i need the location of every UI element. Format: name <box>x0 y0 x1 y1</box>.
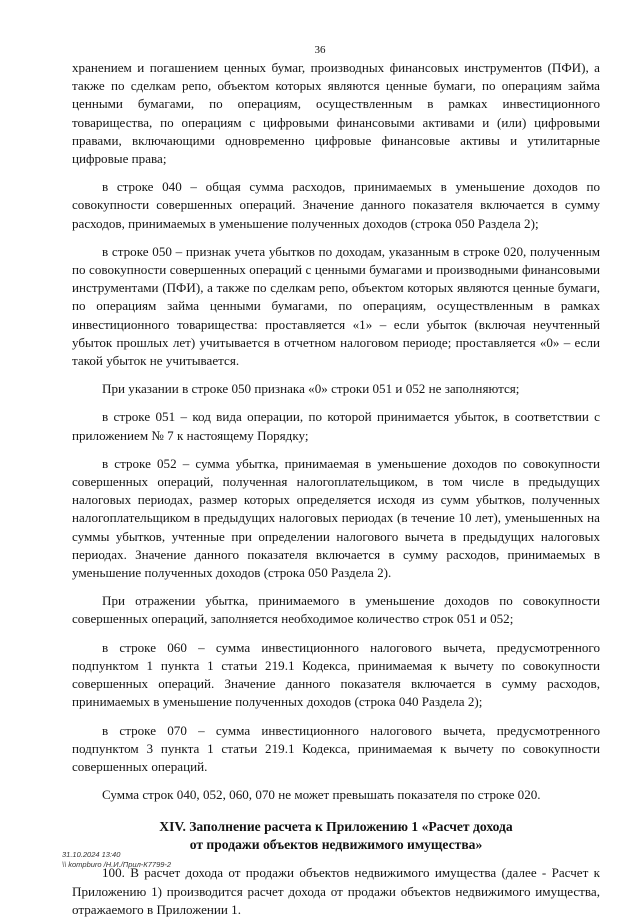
section-title-line-1: XIV. Заполнение расчета к Приложению 1 «Расчет дохода <box>159 819 513 835</box>
section-title <box>72 818 600 854</box>
paragraph-100: 100. В расчет дохода от продажи объектов недвижимого имущества (далее - Расчет к Приложению 1) производится расчет дохода от продажи объектов недвижимого имущества, отражаемого в Приложении 1. <box>72 865 600 917</box>
footer-file-path: \\ kompburo /Н.И./Прил-К7799-2 <box>62 860 172 869</box>
paragraph-line-070: в строке 070 – сумма инвестиционного налогового вычета, предусмотренного подпунктом 3 пункта 1 статьи 219.1 Кодекса, принимаемая к вычету по совокупности совершенных операций. <box>72 722 600 774</box>
page-number: 36 <box>314 44 326 56</box>
paragraph-sum-limit: Сумма строк 040, 052, 060, 070 не может превышать показателя по строке 020. <box>102 787 541 803</box>
footer-timestamp: 31.10.2024 13:40 <box>62 850 121 859</box>
paragraph-line-040: в строке 040 – общая сумма расходов, принимаемых в уменьшение доходов по совокупности совершенных операций. Значение данного показателя включается в сумму расходов, принимаемых в уменьшение полученных доходов (строка 050 Раздела 2); <box>72 179 600 231</box>
document-body <box>72 59 600 919</box>
document-footer <box>62 850 171 870</box>
paragraph-line-052: в строке 052 – сумма убытка, принимаемая в уменьшение доходов по совокупности совершенных операций, полученная налогоплательщиком, в том числе в предыдущих налоговых периодах, размер которых определяется исходя из сумм убытков, полученных налогоплательщиком в предыдущих налоговых периодах (в течение 10 лет), уменьшенных на суммы убытков, учтенные при определении налогового вычета в предыдущих налоговых периодах. Значение данного показателя включается в сумму расходов, принимаемых в уменьшение полученных доходов (строка 050 Раздела 2). <box>72 455 600 581</box>
paragraph-line-060: в строке 060 – сумма инвестиционного налогового вычета, предусмотренного подпунктом 1 пункта 1 статьи 219.1 Кодекса, принимаемая к вычету по совокупности совершенных операций. Значение данного показателя включается в сумму расходов, принимаемых в уменьшение полученных доходов (строка 040 Раздела 2); <box>72 639 600 710</box>
paragraph-line-051: в строке 051 – код вида операции, по которой принимается убыток, в соответствии с приложением № 7 к настоящему Порядку; <box>72 409 600 443</box>
section-title-line-2: от продажи объектов недвижимого имущества» <box>189 837 483 853</box>
paragraph-continuation: хранением и погашением ценных бумаг, производных финансовых инструментов (ПФИ), а также по сделкам репо, объектом которых являются ценные бумаги, по операциям займа ценными бумагами, по операциям, осуществленным в рамках инвестиционного товарищества, по операциям с цифровыми финансовыми активами и (или) цифровыми правами, включающими одновременно цифровые финансовые активы и утилитарные цифровые права; <box>72 60 600 167</box>
paragraph-flag-zero-note: При указании в строке 050 признака «0» строки 051 и 052 не заполняются; <box>102 381 520 397</box>
paragraph-line-050: в строке 050 – признак учета убытков по доходам, указанным в строке 020, полученным по совокупности совершенных операций с ценными бумагами и производными финансовыми инструментами (ПФИ), а также по сделкам репо, объектом которых являются ценные бумаги, по операциям займа ценными бумагами, по операциям, осуществленным в рамках инвестиционного товарищества: проставляется «1» – если убыток (включая неучтенный убыток прошлых лет) учитывается в отчетном налоговом периоде; проставляется «0» – если такой убыток не учитывается. <box>72 243 600 369</box>
paragraph-loss-note: При отражении убытка, принимаемого в уменьшение доходов по совокупности совершенных операций, заполняется необходимое количество строк 051 и 052; <box>72 593 600 627</box>
